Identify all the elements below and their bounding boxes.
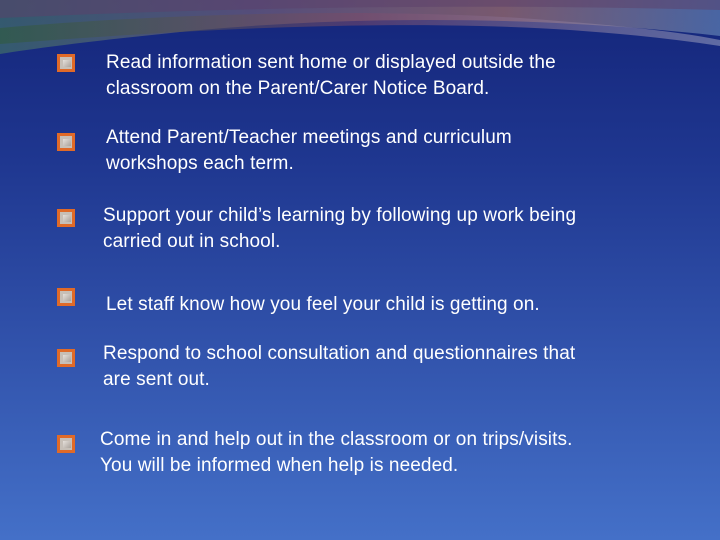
bullet-line: classroom on the Parent/Carer Notice Board.: [106, 78, 490, 99]
bullet-item-4: [0, 286, 720, 346]
bullet-item-5: [0, 343, 720, 403]
bullet-line: carried out in school.: [103, 231, 281, 252]
bullet-text-3: [103, 203, 576, 255]
bullet-line: Respond to school consultation and questionnaires that: [103, 343, 576, 364]
bullet-item-3: [0, 203, 720, 263]
bullet-item-6: [0, 427, 720, 487]
square-bullet-icon: [57, 288, 75, 306]
bullet-text-5: [103, 341, 575, 393]
bullet-item-2: [0, 127, 720, 187]
square-bullet-icon: [57, 133, 75, 151]
bullet-line: Let staff know how you feel your child is getting on.: [106, 294, 540, 315]
bullet-text-1: [106, 50, 556, 102]
bullet-item-1: [0, 50, 720, 110]
square-bullet-icon: [57, 54, 75, 72]
bullet-text-4: [106, 292, 540, 318]
bullet-line: Attend Parent/Teacher meetings and curriculum: [106, 127, 512, 148]
bullet-text-6: [100, 427, 572, 479]
square-bullet-icon: [57, 349, 75, 367]
bullet-line: You will be informed when help is needed.: [100, 455, 459, 476]
bullet-text-2: [106, 125, 512, 177]
bullet-line: workshops each term.: [106, 153, 294, 174]
bullet-line: Read information sent home or displayed outside the: [106, 52, 556, 73]
square-bullet-icon: [57, 435, 75, 453]
square-bullet-icon: [57, 209, 75, 227]
bullet-line: Come in and help out in the classroom or on trips/visits.: [100, 429, 573, 450]
bullet-line: are sent out.: [103, 369, 210, 390]
bullet-line: Support your child’s learning by following up work being: [103, 205, 577, 226]
